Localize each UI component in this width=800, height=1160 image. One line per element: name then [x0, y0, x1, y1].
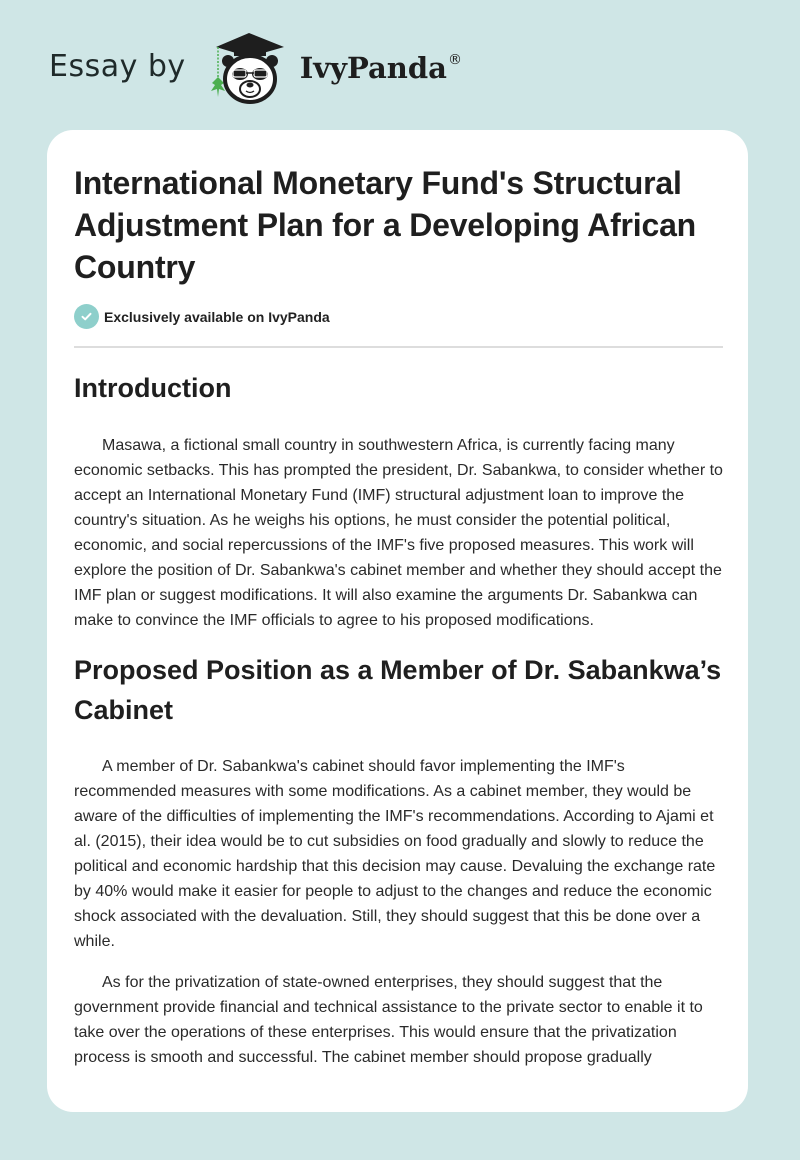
section-heading-introduction: Introduction [74, 373, 232, 403]
site-header [0, 0, 800, 130]
panda-graduation-cap-icon[interactable] [204, 27, 294, 107]
check-circle-icon [74, 304, 99, 329]
brand-name: IvyPanda [299, 51, 447, 85]
section-introduction [74, 368, 722, 633]
essay-card [47, 130, 748, 1112]
title-divider [74, 346, 723, 348]
paragraph: As for the privatization of state-owned enterprises, they should suggest that the government provide financial and technical assistance to the private sector to enable it to take over the operations of these enterprises. This would ensure that the privatization process is smooth and successful. The cabinet member should propose gradually [74, 974, 703, 1066]
essay-by-label: Essay by [49, 48, 186, 84]
section-proposed-position [74, 650, 722, 1070]
paragraph: Masawa, a fictional small country in southwestern Africa, is currently facing many economic setbacks. This has prompted the president, Dr. Sabankwa, to consider whether to accept an International Monetary Fund (IMF) structural adjustment loan to improve the country's situation. As he weighs his options, he must consider the potential political, economic, and social repercussions of the IMF's five proposed measures. This work will explore the position of Dr. Sabankwa's cabinet member and whether they should accept the IMF plan or suggest modifications. It will also examine the arguments Dr. Sabankwa can make to convince the IMF officials to agree to his proposed modifications. [74, 437, 723, 629]
exclusive-badge [74, 304, 722, 329]
registered-mark: ® [447, 52, 462, 68]
essay-title: International Monetary Fund's Structural Adjustment Plan for a Developing African Country [74, 165, 697, 285]
exclusive-badge-text: Exclusively available on IvyPanda [104, 308, 330, 325]
section-heading-proposed-position: Proposed Position as a Member of Dr. Sabankwa’s Cabinet [74, 655, 722, 725]
ivypanda-brand[interactable] [300, 51, 462, 85]
paragraph: A member of Dr. Sabankwa's cabinet should favor implementing the IMF's recommended measures with some modifications. As a cabinet member, they would be aware of the difficulties of implementing the IMF's recommendations. According to Ajami et al. (2015), their idea would be to cut subsidies on food gradually and slowly to reduce the political and economic hardship that this decision may cause. Devaluing the exchange rate by 40% would make it easier for people to adjust to the changes and reduce the economic shock associated with the devaluation. Still, they should suggest that this be done over a while. [74, 758, 716, 950]
